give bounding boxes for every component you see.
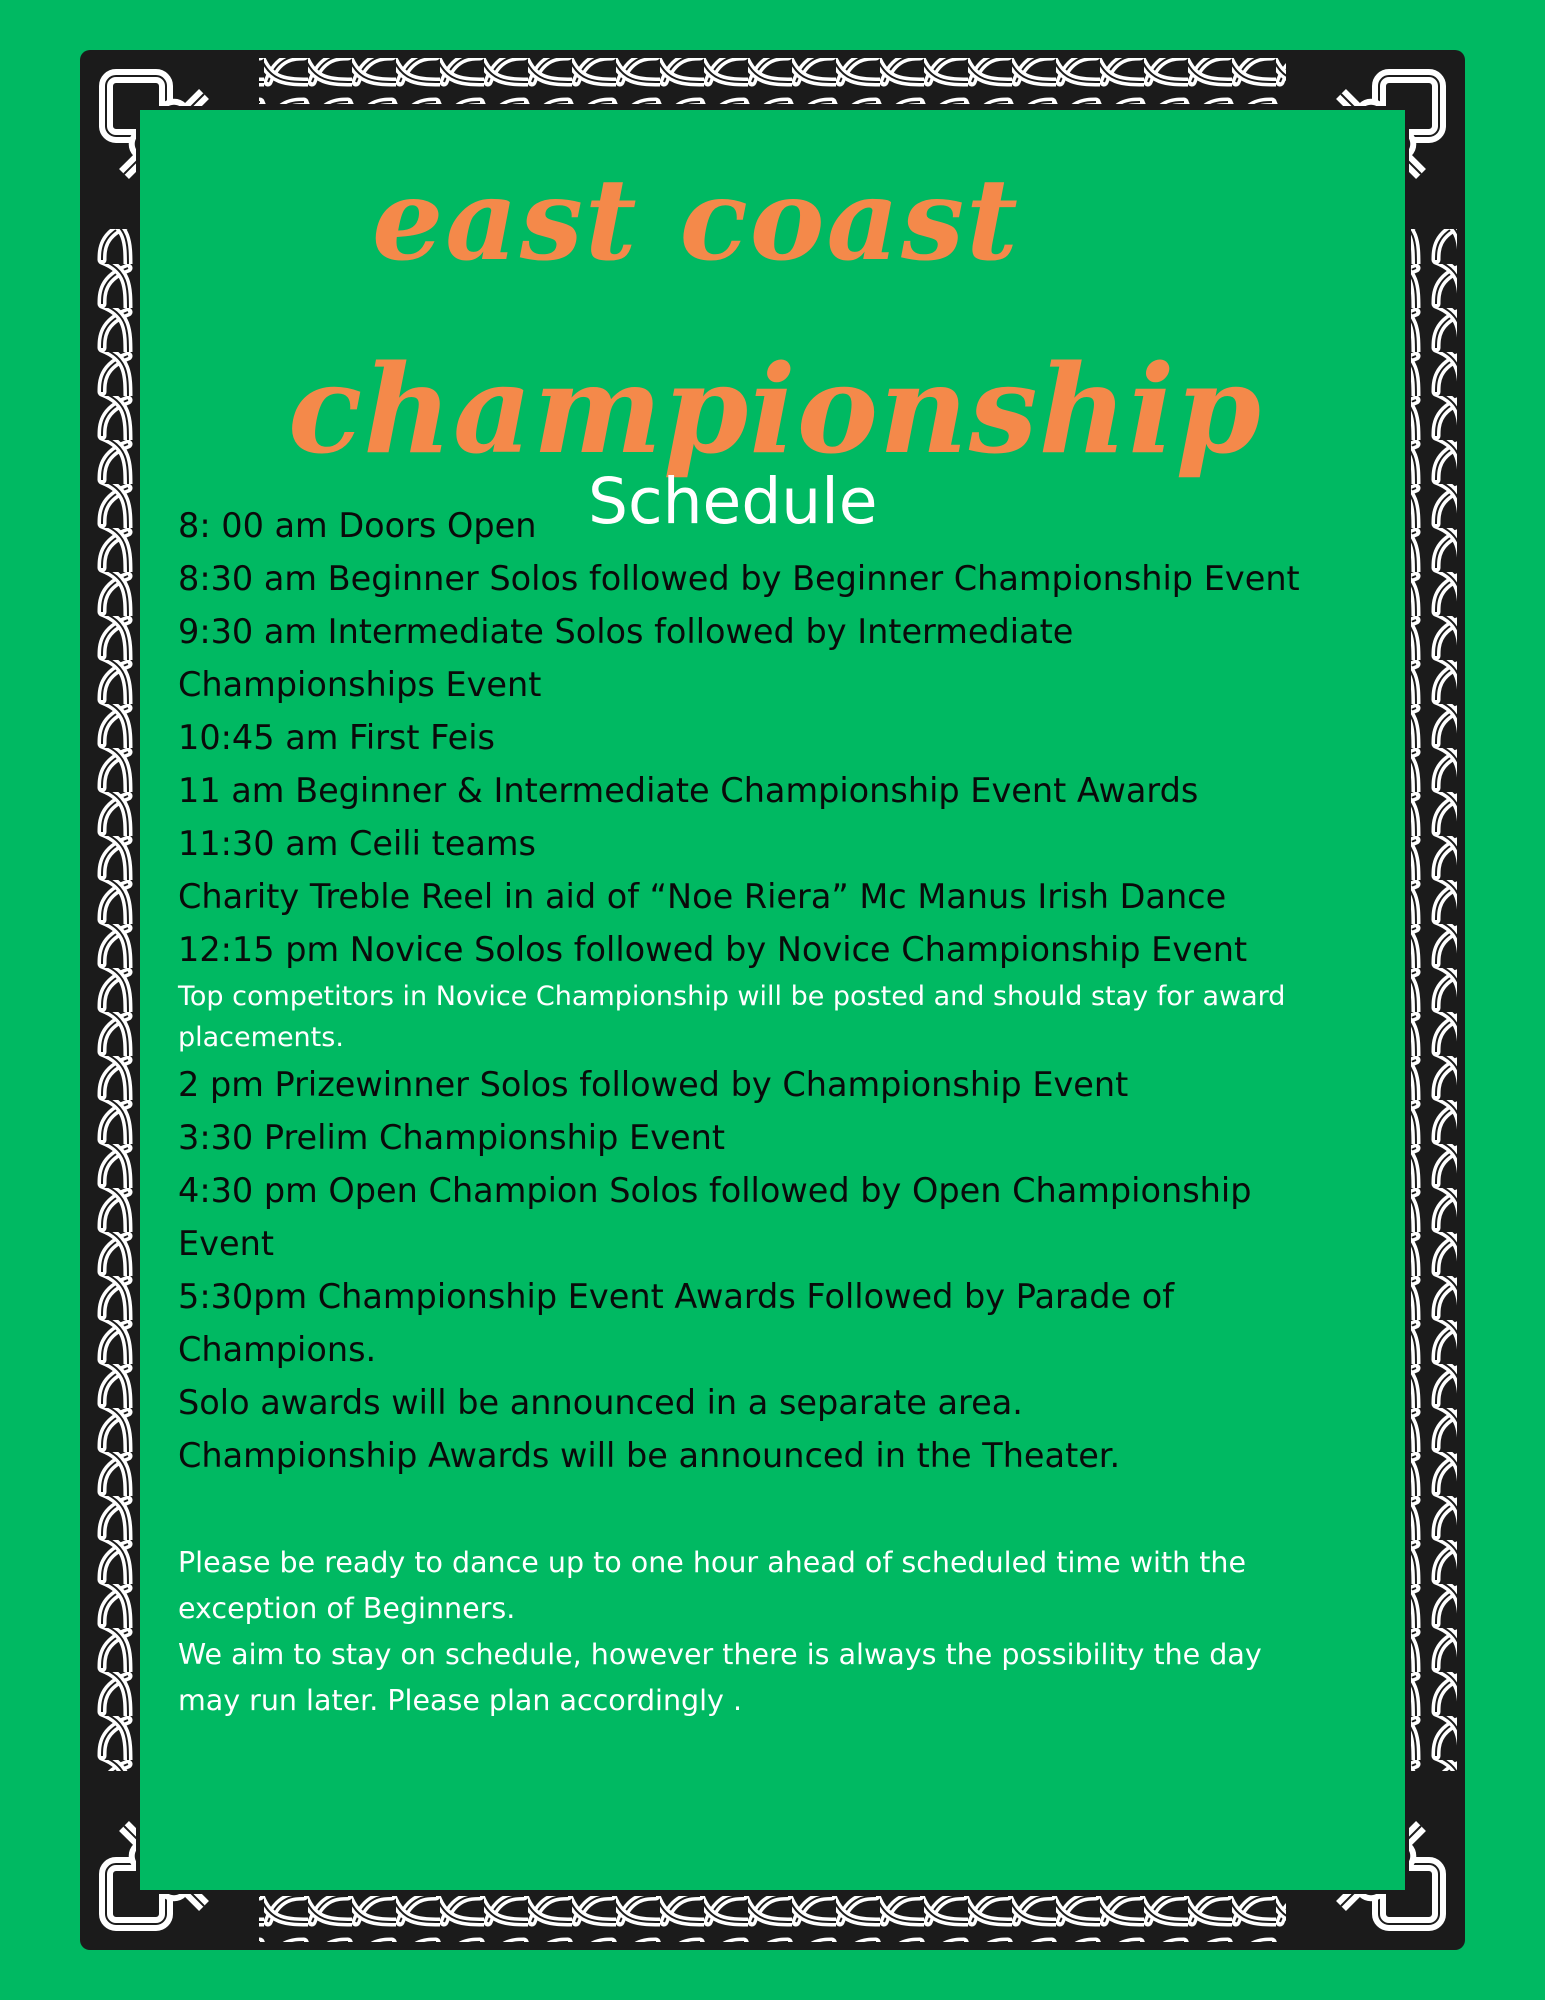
- schedule-line: 4:30 pm Open Champion Solos followed by Open Championship: [178, 1171, 1252, 1210]
- schedule-line: Championship Awards will be announced in the Theater.: [178, 1436, 1121, 1475]
- schedule-line: Champions.: [178, 1330, 377, 1369]
- title-line-2: championship: [288, 337, 1262, 481]
- novice-note: placements.: [178, 1022, 344, 1053]
- schedule-line: Championships Event: [178, 665, 542, 704]
- footer-note-line: Please be ready to dance up to one hour ahead of scheduled time with the: [178, 1546, 1247, 1579]
- schedule-line: Event: [178, 1224, 274, 1263]
- footer-note-line: We aim to stay on schedule, however there is always the possibility the day: [178, 1638, 1262, 1671]
- schedule-line: Solo awards will be announced in a separate area.: [178, 1383, 1023, 1422]
- schedule-line: 3:30 Prelim Championship Event: [178, 1118, 725, 1157]
- footer-note-line: may run later. Please plan accordingly .: [178, 1684, 743, 1717]
- schedule-line: 5:30pm Championship Event Awards Followed by Parade of: [178, 1277, 1175, 1316]
- schedule-line: 2 pm Prizewinner Solos followed by Championship Event: [178, 1065, 1129, 1104]
- schedule-heading: Schedule: [588, 465, 878, 538]
- schedule-list: [178, 499, 1378, 1482]
- footer-note-line: exception of Beginners.: [178, 1592, 516, 1625]
- schedule-line: 12:15 pm Novice Solos followed by Novice Championship Event: [178, 930, 1248, 969]
- schedule-line: 8:30 am Beginner Solos followed by Beginner Championship Event: [178, 559, 1300, 598]
- title-line-1: east coast: [372, 155, 1020, 286]
- schedule-line: 10:45 am First Feis: [178, 718, 495, 757]
- schedule-line: 11:30 am Ceili teams: [178, 824, 536, 863]
- schedule-line: Charity Treble Reel in aid of “Noe Riera” Mc Manus Irish Dance: [178, 877, 1227, 916]
- schedule-line: 9:30 am Intermediate Solos followed by Intermediate: [178, 612, 1074, 651]
- schedule-line: 8: 00 am Doors Open: [178, 506, 537, 545]
- schedule-line: 11 am Beginner & Intermediate Championship Event Awards: [178, 771, 1199, 810]
- footer-notes: [178, 1540, 1378, 1724]
- novice-note: Top competitors in Novice Championship will be posted and should stay for award: [178, 981, 1286, 1012]
